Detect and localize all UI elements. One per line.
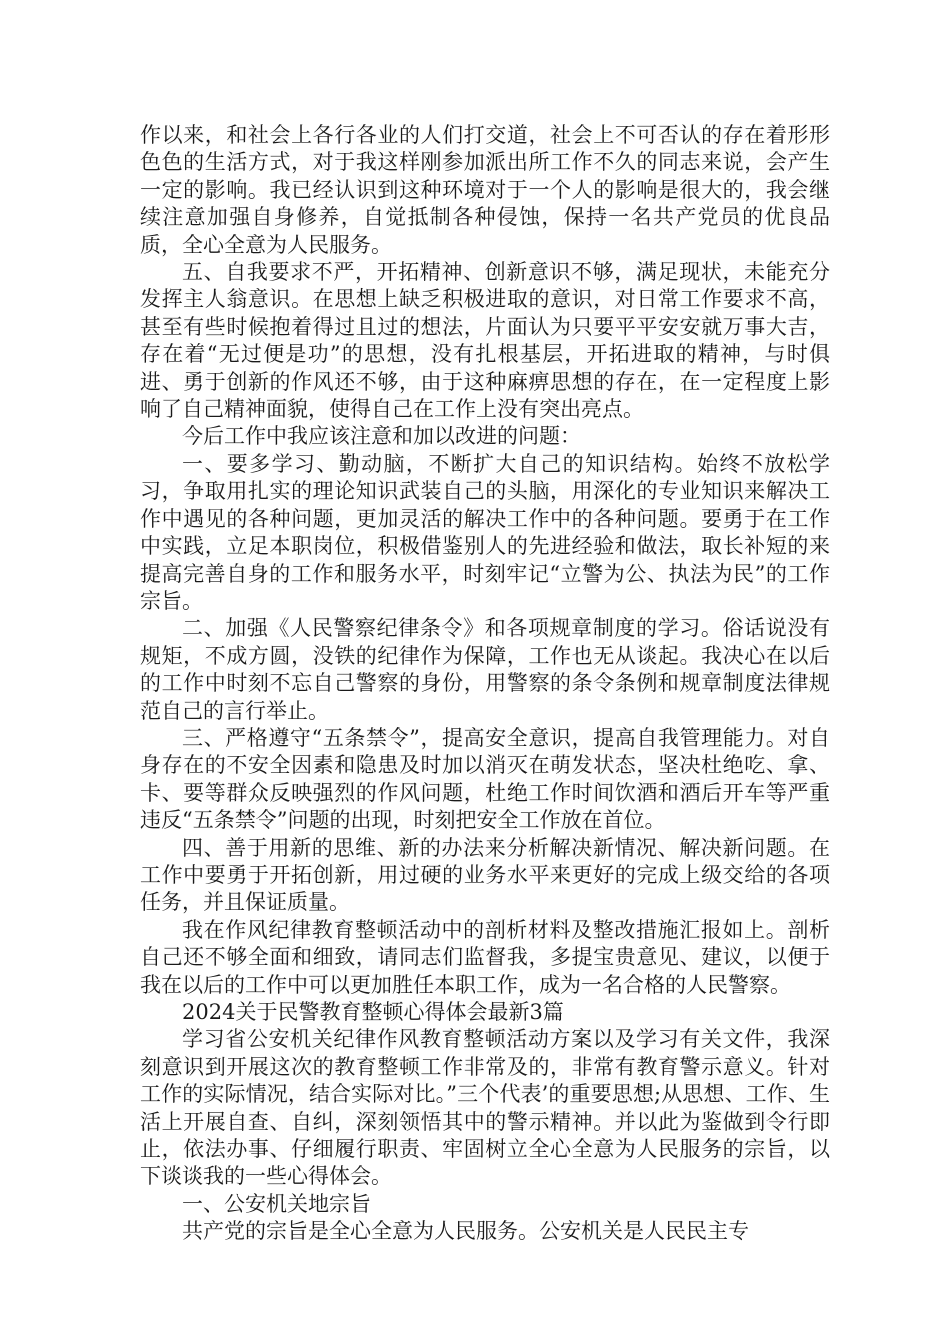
paragraph-improvement-one: 一、要多学习、勤动脑，不断扩大自己的知识结构。始终不放松学习，争取用扎实的理论知识武装自己的头脑，用深化的专业知识来解决工作中遇见的各种问题，更加灵活的解决工作中的各种问题。要勇于在工作中实践，立足本职岗位，积极借鉴别人的先进经验和做法，取长补短的来提高完善自身的工作和服务水平，时刻牢记“立警为公、执法为民”的工作宗旨。 bbox=[140, 451, 830, 613]
subheading-purpose: 一、公安机关地宗旨 bbox=[182, 1191, 371, 1216]
paragraph-improvement-two: 二、加强《人民警察纪律条令》和各项规章制度的学习。俗话说没有规矩，不成方圆，没铁的纪律作为保障，工作也无从谈起。我决心在以后的工作中时刻不忘自己警察的身份，用警察的条令条例和规章制度法律规范自己的言行举止。 bbox=[140, 616, 830, 723]
document-body bbox=[140, 122, 830, 1246]
paragraph-summary: 我在作风纪律教育整顿活动中的剖析材料及整改措施汇报如上。剖析自己还不够全面和细致，请同志们监督我，多提宝贵意见、建议，以便于我在以后的工作中可以更加胜任本职工作，成为一名合格的人民警察。 bbox=[140, 917, 830, 997]
paragraph-improvement-three: 三、严格遵守“五条禁令”，提高安全意识，提高自我管理能力。对自身存在的不安全因素和隐患及时加以消灭在萌发状态，坚决杜绝吃、拿、卡、要等群众反映强烈的作风问题，杜绝工作时间饮酒和酒后开车等严重违反“五条禁令”问题的出现，时刻把安全工作放在首位。 bbox=[140, 725, 830, 833]
paragraph-study-intro: 学习省公安机关纪律作风教育整顿活动方案以及学习有关文件，我深刻意识到开展这次的教育整顿工作非常及的，非常有教育警示意义。针对工作的实际情况，结合实际对比。”三个代表’的重要思想;从思想、工作、生活上开展自查、自纠，深刻领悟其中的警示精神。并以此为鉴做到令行即止，依法办事、仔细履行职责、牢固树立全心全意为人民服务的宗旨，以下谈谈我的一些心得体会。 bbox=[140, 1027, 830, 1189]
paragraph-purpose-start: 共产党的宗旨是全心全意为人民服务。公安机关是人民民主专 bbox=[182, 1219, 749, 1244]
paragraph-improvement-four: 四、善于用新的思维、新的办法来分析解决新情况、解决新问题。在工作中要勇于开拓创新，用过硬的业务水平来更好的完成上级交给的各项任务，并且保证质量。 bbox=[140, 835, 830, 915]
paragraph-continuation: 作以来，和社会上各行各业的人们打交道，社会上不可否认的存在着形形色色的生活方式，对于我这样刚参加派出所工作不久的同志来说，会产生一定的影响。我已经认识到这种环境对于一个人的影响是很大的，我会继续注意加强自身修养，自觉抵制各种侵蚀，保持一名共产党员的优良品质，全心全意为人民服务。 bbox=[140, 123, 830, 257]
paragraph-improvement-intro: 今后工作中我应该注意和加以改进的问题： bbox=[182, 424, 581, 449]
section-title: 2024关于民警教育整顿心得体会最新3篇 bbox=[182, 1000, 564, 1024]
paragraph-point-five: 五、自我要求不严，开拓精神、创新意识不够，满足现状，未能充分发挥主人翁意识。在思想上缺乏积极进取的意识，对日常工作要求不高，甚至有些时候抱着得过且过的想法，片面认为只要平平安安就万事大吉，存在着“无过便是功”的思想，没有扎根基层，开拓进取的精神，与时俱进、勇于创新的作风还不够，由于这种麻痹思想的存在，在一定程度上影响了自己精神面貌，使得自己在工作上没有突出亮点。 bbox=[140, 260, 830, 422]
